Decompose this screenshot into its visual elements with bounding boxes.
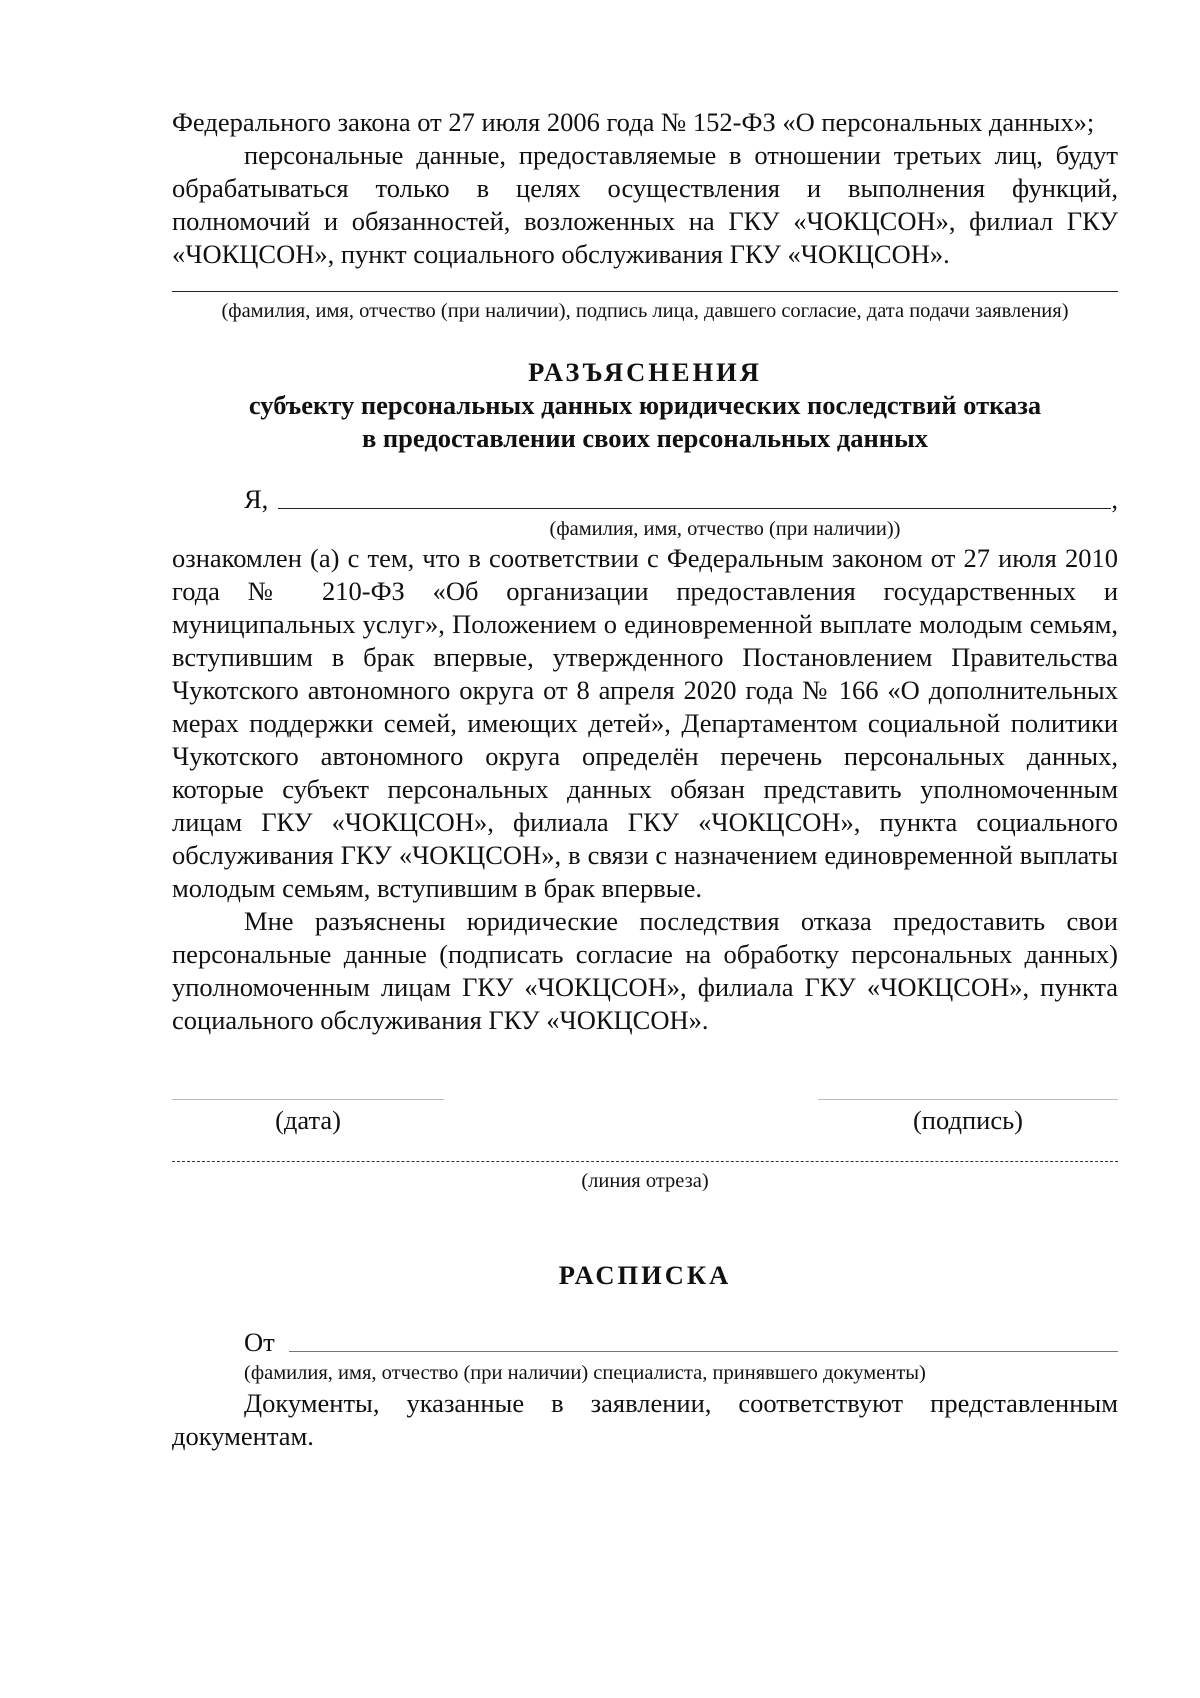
consent-signature-caption: (фамилия, имя, отчество (при наличии), подпись лица, давшего согласие, дата подачи заявления): [221, 300, 1069, 322]
cut-line: [172, 1161, 1118, 1162]
signature-label: (подпись): [912, 1105, 1023, 1135]
receipt-from-row: [172, 1326, 1118, 1359]
signature-block: [818, 1099, 1118, 1137]
documents-paragraph: Документы, указанные в заявлении, соответствуют представленным документам.: [172, 1388, 1118, 1451]
consent-signature-line: [172, 291, 1118, 292]
signature-line[interactable]: [818, 1099, 1118, 1100]
consequences-paragraph: Мне разъяснены юридические последствия отказа предоставить свои персональные данные (подписать согласие на обработку персональных данных) уполномоченным лицам ГКУ «ЧОКЦСОН», филиала ГКУ «ЧОКЦСОН», пункта социального обслуживания ГКУ «ЧОКЦСОН».: [172, 906, 1118, 1035]
date-signature-row: [172, 1099, 1118, 1137]
date-line[interactable]: [172, 1099, 444, 1100]
cut-line-caption: (линия отреза): [581, 1170, 709, 1192]
explanation-subtitle-line1: субъекту персональных данных юридических последствий отказа: [248, 390, 1042, 420]
receipt-title: РАСПИСКА: [558, 1260, 732, 1290]
date-block: [172, 1099, 444, 1137]
explanation-subtitle-line2: в предоставлении своих персональных данных: [361, 423, 929, 453]
name-comma: ,: [1111, 484, 1118, 514]
applicant-name-caption: (фамилия, имя, отчество (при наличии)): [549, 518, 901, 540]
i-label: Я,: [244, 484, 269, 514]
specialist-caption: (фамилия, имя, отчество (при наличии) специалиста, принявшего документы): [244, 1362, 926, 1384]
explanation-title: РАЗЪЯСНЕНИЯ: [528, 357, 762, 387]
date-label: (дата): [275, 1105, 341, 1135]
applicant-name-row: [172, 483, 1118, 516]
document-content: [172, 106, 1118, 1453]
acknowledgement-paragraph: ознакомлен (а) с тем, что в соответствии с Федеральным законом от 27 июля 2010 года № 210-ФЗ «Об организации предоставления государственных и муниципальных услуг», Положением о единовременной выплате молодым семьям, вступившим в брак впервые, утвержденного Постановлением Правительства Чукотского автономного округа от 8 апреля 2020 года № 166 «О дополнительных мерах поддержки семей, имеющих детей», Департаментом социальной политики Чукотского автономного округа определён перечень персональных данных, которые субъект персональных данных обязан представить уполномоченным лицам ГКУ «ЧОКЦСОН», филиала ГКУ «ЧОКЦСОН», пункта социального обслуживания ГКУ «ЧОКЦСОН», в связи с назначением единовременной выплаты молодым семьям, вступившим в брак впервые.: [172, 543, 1118, 903]
applicant-name-field[interactable]: [278, 508, 1111, 509]
third-parties-paragraph: персональные данные, предоставляемые в отношении третьих лиц, будут обрабатываться только в целях осуществления и выполнения функций, полномочий и обязанностей, возложенных на ГКУ «ЧОКЦСОН», филиал ГКУ «ЧОКЦСОН», пункт социального обслуживания ГКУ «ЧОКЦСОН».: [172, 140, 1118, 269]
from-label: От: [244, 1327, 275, 1357]
consent-continuation-paragraph: Федерального закона от 27 июля 2006 года № 152-ФЗ «О персональных данных»;: [172, 107, 1095, 137]
specialist-name-field[interactable]: [289, 1351, 1118, 1352]
